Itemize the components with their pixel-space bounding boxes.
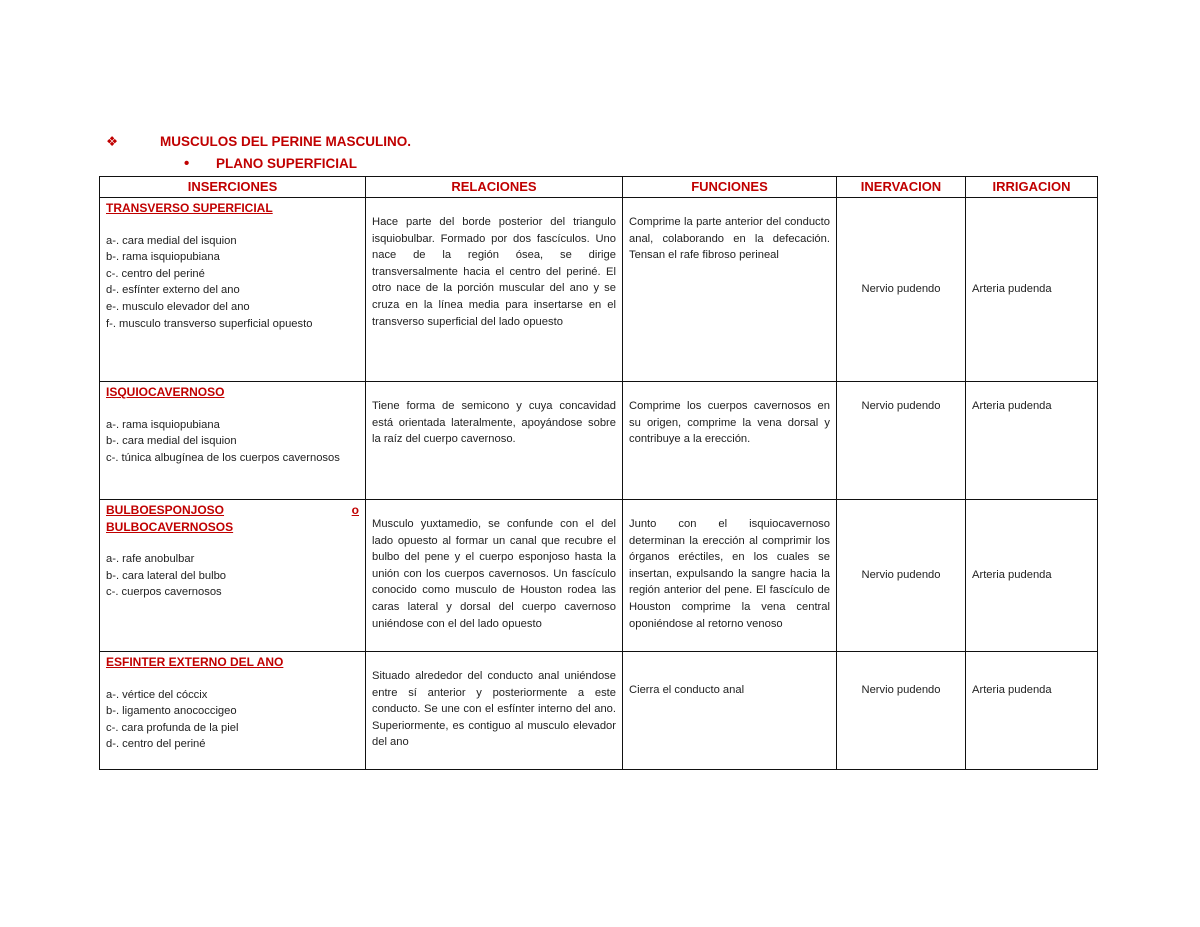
main-heading xyxy=(106,134,411,150)
relaciones-cell: Situado alrededor del conducto anal uniéndose entre sí anterior y posteriormente a este conducto. Se une con el esfínter interno del ano. Superiormente, es contiguo al musculo elevador del ano xyxy=(366,652,623,770)
inserciones-cell xyxy=(100,500,366,652)
muscle-title: TRANSVERSO SUPERFICIAL xyxy=(106,201,273,215)
irrigacion-cell: Arteria pudenda xyxy=(966,198,1098,382)
muscle-title-line2: BULBOCAVERNOSOS xyxy=(106,519,234,534)
irrigacion-cell: Arteria pudenda xyxy=(966,500,1098,652)
list-item: b-. ligamento anococcigeo xyxy=(106,705,237,718)
main-heading-text: MUSCULOS DEL PERINE MASCULINO. xyxy=(160,134,412,149)
funciones-cell: Comprime la parte anterior del conducto anal, colaborando en la defecación. Tensan el rafe fibroso perineal xyxy=(623,198,837,382)
sub-heading xyxy=(184,155,357,172)
list-item: d-. esfínter externo del ano xyxy=(106,284,240,297)
inserciones-list xyxy=(106,417,359,467)
irrigacion-cell: Arteria pudenda xyxy=(966,382,1098,500)
inervacion-cell: Nervio pudendo xyxy=(837,652,966,770)
header-funciones: FUNCIONES xyxy=(623,177,837,198)
table-row xyxy=(100,382,1098,500)
relaciones-cell: Musculo yuxtamedio, se confunde con el del lado opuesto al formar un canal que recubre el bulbo del pene y el cuerpo esponjoso hasta la unión con los cuerpos cavernosos. Un fascículo conocido como musculo de Houston rodea las caras lateral y dorsal del cuerpo cavernoso uniéndose con el del lado opuesto xyxy=(366,500,623,652)
inserciones-cell xyxy=(100,198,366,382)
inervacion-cell: Nervio pudendo xyxy=(837,500,966,652)
irrigacion-cell: Arteria pudenda xyxy=(966,652,1098,770)
inserciones-list xyxy=(106,687,359,753)
list-item: a-. vértice del cóccix xyxy=(106,688,208,701)
inserciones-cell xyxy=(100,382,366,500)
muscle-title xyxy=(106,502,359,519)
list-item: b-. cara lateral del bulbo xyxy=(106,569,227,582)
table-header-row xyxy=(100,177,1098,198)
list-item: f-. musculo transverso superficial opuesto xyxy=(106,317,313,330)
muscle-title-part1: BULBOESPONJOSO xyxy=(106,503,225,517)
list-item: d-. centro del periné xyxy=(106,738,206,751)
funciones-cell: Junto con el isquiocavernoso determinan la erección al comprimir los órganos eréctiles, en los cuales se insertan, expulsando la sangre hacia la región anterior del pene. El fascículo de Houston comprime la vena central oponiéndose al retorno venoso xyxy=(623,500,837,652)
list-item: a-. rafe anobulbar xyxy=(106,553,195,566)
muscle-table xyxy=(99,176,1098,770)
inserciones-cell xyxy=(100,652,366,770)
list-item: a-. cara medial del isquion xyxy=(106,234,237,247)
list-item: c-. túnica albugínea de los cuerpos cavernosos xyxy=(106,451,340,464)
inervacion-cell: Nervio pudendo xyxy=(837,198,966,382)
relaciones-cell: Hace parte del borde posterior del triangulo isquiobulbar. Formado por dos fascículos. Uno nace de la región ósea, se dirige transversalmente hacia el centro del periné. El otro nace de la porción muscular del ano y se cruza en la línea media para insertarse en el transverso superficial del lado opuesto xyxy=(366,198,623,382)
funciones-cell: Comprime los cuerpos cavernosos en su origen, comprime la vena dorsal y contribuye a la erección. xyxy=(623,382,837,500)
relaciones-cell: Tiene forma de semicono y cuya concavidad está orientada lateralmente, apoyándose sobre la raíz del cuerpo cavernoso. xyxy=(366,382,623,500)
header-inervacion: INERVACION xyxy=(837,177,966,198)
inervacion-cell: Nervio pudendo xyxy=(837,382,966,500)
list-item: c-. cuerpos cavernosos xyxy=(106,586,222,599)
list-item: b-. rama isquiopubiana xyxy=(106,251,220,264)
diamond-bullet-icon: ❖ xyxy=(106,134,119,149)
table-row xyxy=(100,652,1098,770)
table-row xyxy=(100,198,1098,382)
list-item: c-. cara profunda de la piel xyxy=(106,721,239,734)
muscle-title: ISQUIOCAVERNOSO xyxy=(106,385,225,399)
table-row xyxy=(100,500,1098,652)
header-inserciones: INSERCIONES xyxy=(100,177,366,198)
muscle-title-connector: o xyxy=(351,503,359,517)
header-irrigacion: IRRIGACION xyxy=(966,177,1098,198)
list-item: a-. rama isquiopubiana xyxy=(106,418,220,431)
sub-heading-text: PLANO SUPERFICIAL xyxy=(216,156,358,171)
list-item: b-. cara medial del isquion xyxy=(106,435,237,448)
list-item: c-. centro del periné xyxy=(106,267,205,280)
dot-bullet-icon: • xyxy=(184,155,190,172)
funciones-cell: Cierra el conducto anal xyxy=(623,652,837,770)
muscle-title: ESFINTER EXTERNO DEL ANO xyxy=(106,655,284,669)
inserciones-list xyxy=(106,233,359,333)
list-item: e-. musculo elevador del ano xyxy=(106,300,250,313)
inserciones-list xyxy=(106,551,359,601)
header-relaciones: RELACIONES xyxy=(366,177,623,198)
